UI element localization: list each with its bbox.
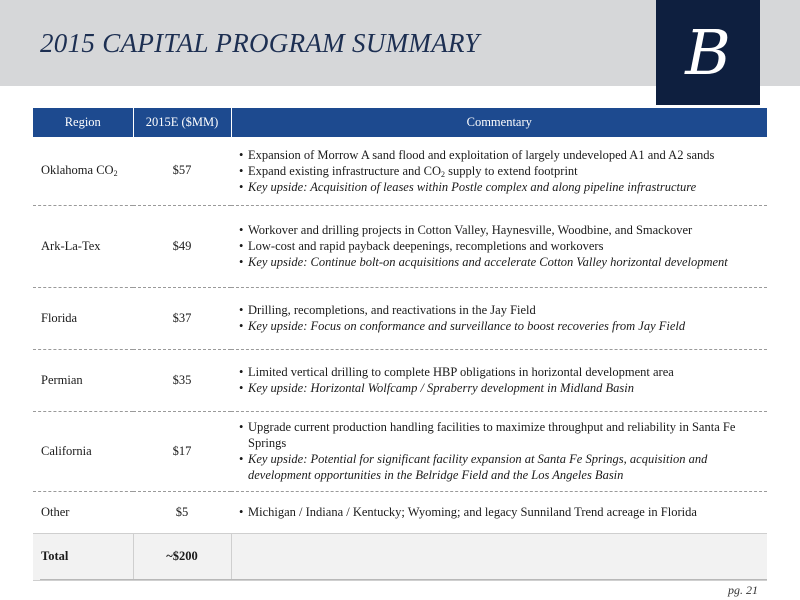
capex-value: $5 [175,504,189,519]
total-value: ~$200 [133,533,231,580]
table-header-row [33,108,767,137]
page-title: 2015 CAPITAL PROGRAM SUMMARY [40,28,480,58]
table-row [33,411,767,491]
region-subscript: 2 [113,169,118,179]
commentary-bullet: • Expansion of Morrow A sand flood and exploitation of largely undeveloped A1 and A2 sands [239,147,759,163]
commentary-cell [231,411,767,491]
commentary-list [239,364,759,396]
total-label: Total [33,533,133,580]
region-name: Florida [41,310,78,325]
logo-b-icon [671,16,745,90]
region-cell [33,411,133,491]
bullet-subscript: 2 [441,169,446,179]
bullet-text: Expand existing infrastructure and CO [248,163,442,178]
table-row [33,205,767,287]
commentary-cell [231,205,767,287]
capex-value: $49 [133,205,231,287]
commentary-list [239,302,759,334]
commentary-bullet [239,163,759,179]
commentary-bullet: • Drilling, recompletions, and reactivations in the Jay Field [239,302,759,318]
region-cell [33,349,133,411]
commentary-cell [231,137,767,205]
region-cell [33,205,133,287]
region-name: Oklahoma CO [41,163,114,178]
company-logo [656,0,760,105]
region-cell [33,137,133,205]
capex-value: $37 [133,287,231,349]
bullet-text: supply to extend footprint [445,163,578,178]
region-name: California [41,443,92,458]
region-cell [33,491,133,533]
column-header-region: Region [33,108,133,137]
key-upside-bullet: • Key upside: Acquisition of leases within Postle complex and along pipeline infrastructure [239,179,759,195]
region-name: Permian [41,372,83,387]
key-upside-bullet: • Key upside: Horizontal Wolfcamp / Spraberry development in Midland Basin [239,380,759,396]
key-upside-bullet: • Key upside: Focus on conformance and surveillance to boost recoveries from Jay Field [239,318,759,334]
capex-value: $35 [133,349,231,411]
commentary-bullet: • Upgrade current production handling facilities to maximize throughput and reliability in Santa Fe Springs [239,419,759,451]
page-number: pg. 21 [728,583,758,597]
total-commentary [231,533,767,580]
commentary-bullet: • Low-cost and rapid payback deepenings, recompletions and workovers [239,238,759,254]
commentary-bullet: • Workover and drilling projects in Cotton Valley, Haynesville, Woodbine, and Smackover [239,222,759,238]
capex-value: $57 [133,137,231,205]
table-row [33,137,767,205]
commentary-cell [231,491,767,533]
commentary-list [239,504,759,520]
key-upside-bullet: • Key upside: Continue bolt-on acquisitions and accelerate Cotton Valley horizontal development [239,254,759,270]
table-row [33,287,767,349]
key-upside-bullet: • Key upside: Potential for significant facility expansion at Santa Fe Springs, acquisition and development opportunities in the Belridge Field and the Los Angeles Basin [239,451,759,483]
commentary-list [239,147,759,195]
commentary-cell [231,287,767,349]
commentary-bullet: • Limited vertical drilling to complete HBP obligations in horizontal development area [239,364,759,380]
column-header-commentary: Commentary [231,108,767,137]
total-row [33,533,767,580]
region-cell [33,287,133,349]
svg-text:B: B [685,15,731,89]
commentary-cell [231,349,767,411]
commentary-list [239,419,759,483]
column-header-capex: 2015E ($MM) [133,108,231,137]
commentary-bullet: • Michigan / Indiana / Kentucky; Wyoming; and legacy Sunniland Trend acreage in Florida [239,504,759,520]
footer-divider [40,579,767,580]
commentary-list [239,222,759,270]
table-row [33,349,767,411]
table-row [33,491,767,533]
capex-value: $17 [133,411,231,491]
capital-program-table [33,108,767,581]
region-name: Other [41,504,70,519]
region-name: Ark-La-Tex [41,238,101,253]
